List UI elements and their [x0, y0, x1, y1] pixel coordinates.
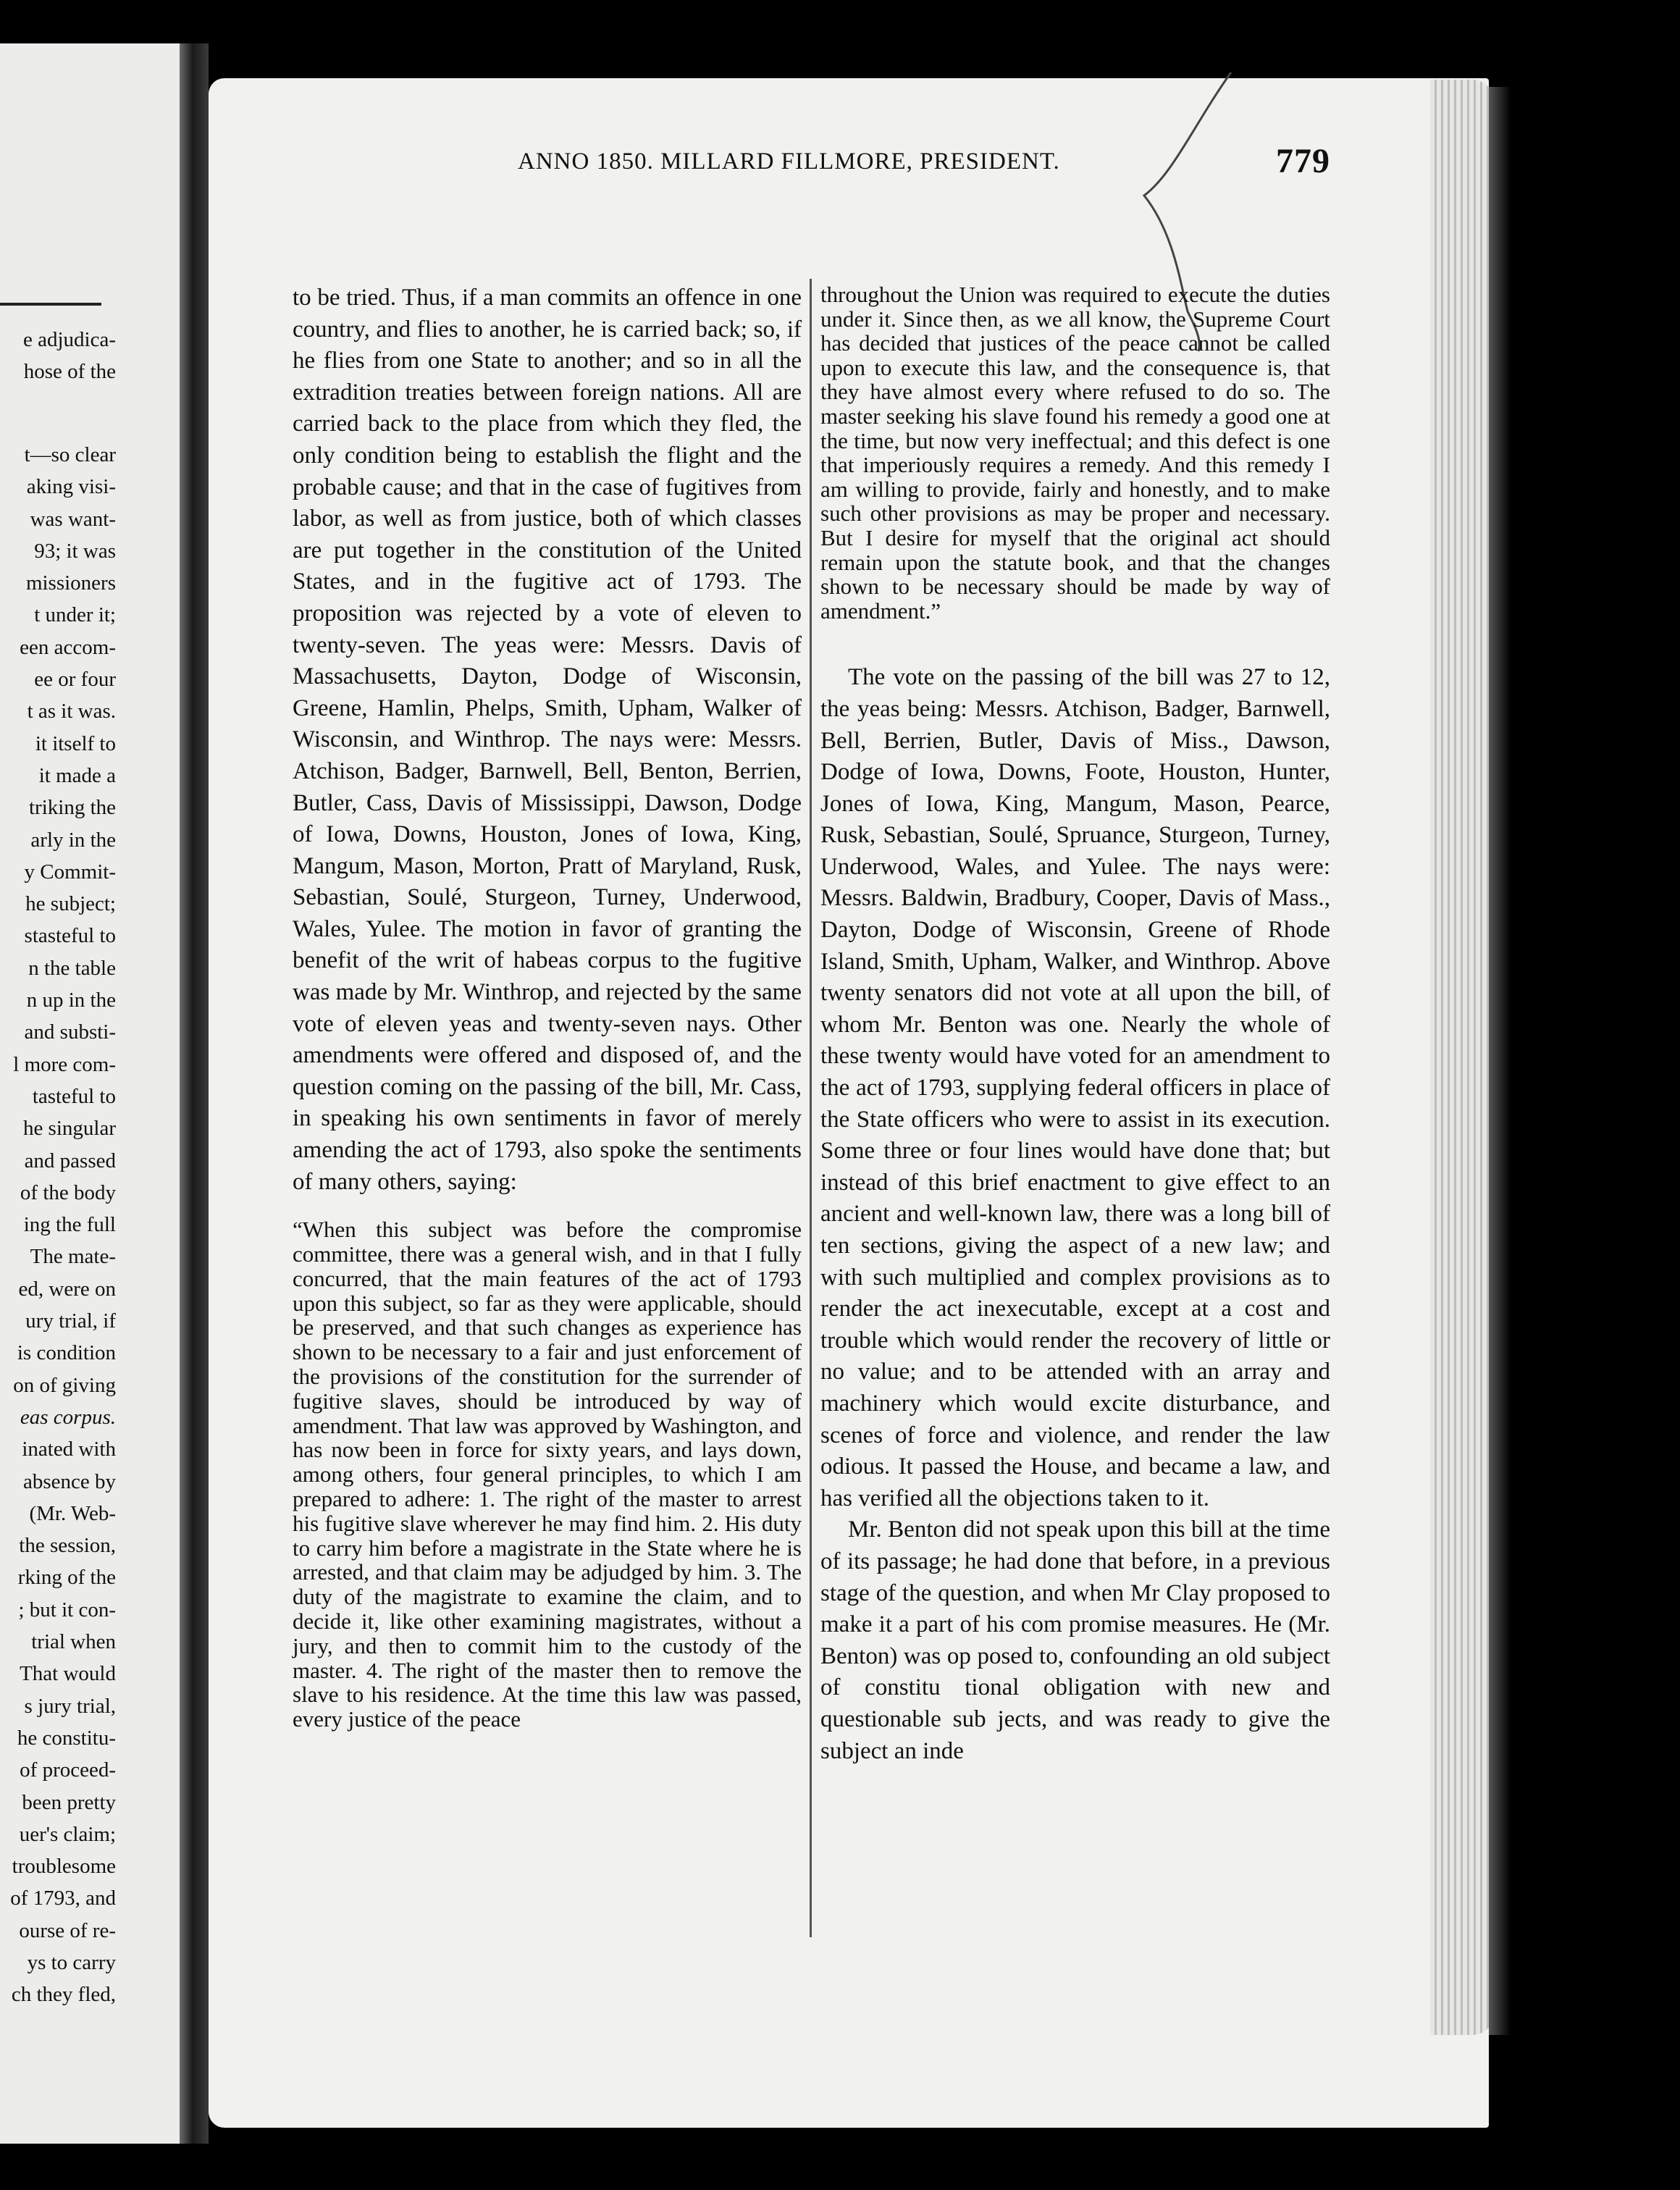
left-page-line: it itself to [35, 731, 116, 755]
left-page-line: and passed [24, 1149, 116, 1172]
column-right [820, 282, 1330, 1767]
left-page-line: he subject; [25, 892, 116, 916]
left-page-line: arly in the [30, 828, 116, 852]
left-page-line: and substi- [24, 1020, 116, 1044]
left-page-line: The mate- [30, 1245, 116, 1269]
left-page-line: the session, [19, 1534, 116, 1558]
book-gutter [180, 43, 209, 2144]
running-head: ANNO 1850. MILLARD FILLMORE, PRESIDENT. [518, 148, 1060, 175]
left-page-line: on of giving [13, 1373, 116, 1397]
body-paragraph: to be tried. Thus, if a man commits an offence in one country, and flies to another, he is carried back; so, if he flies from one State to another; and so in all the extradition treaties between foreign nations. All are carried back to the place from which they fled, the only condition being to establish the flight and the probable cause; and that in the case of fugitives from labor, as well as from justice, both of which classes are put together in the constitution of the United States, and in the fugitive act of 1793. The proposition was rejected by a vote of eleven to twenty-seven. The yeas were: Messrs. Davis of Massachusetts, Dayton, Dodge of Wisconsin, Greene, Hamlin, Phelps, Smith, Upham, Walker of Wisconsin, and Winthrop. The nays were: Messrs. Atchison, Badger, Barnwell, Bell, Benton, Berrien, Butler, Cass, Davis of Mississippi, Dawson, Dodge of Iowa, Downs, Houston, Jones of Iowa, King, Mangum, Mason, Morton, Pratt of Maryland, Rusk, Sebastian, Soulé, Sturgeon, Turney, Underwood, Wales, Yulee. The motion in favor of granting the benefit of the writ of habeas corpus to the fugitive was made by Mr. Winthrop, and rejected by the same vote of eleven yeas and twenty-seven nays. Other amendments were offered and disposed of, and the question coming on the passing of the bill, Mr. Cass, in speaking his own sentiments in favor of merely amending the act of 1793, also spoke the sentiments of many others, saying: [293, 285, 802, 1195]
left-page-line: missioners [25, 571, 116, 595]
left-page-line: troublesome [12, 1855, 116, 1879]
left-page-line: of the body [20, 1180, 116, 1204]
left-page-line: he singular [22, 1117, 116, 1141]
left-page-line: That would [20, 1662, 116, 1686]
left-page-line: ee or four [34, 668, 116, 691]
left-page-line: t under it; [34, 603, 116, 627]
left-page-line: aking visi- [26, 475, 116, 499]
left-page-line: ury trial, if [25, 1309, 116, 1333]
left-page-line: of proceed- [20, 1758, 116, 1782]
left-page-line: n up in the [26, 989, 116, 1012]
left-page-line: inated with [22, 1438, 116, 1461]
left-page-line: absence by [22, 1469, 116, 1493]
column-divider [810, 279, 812, 1937]
benton-paragraph: Mr. Benton did not speak upon this bill at the time of its passage; he had done that before, in a previous stage of the question, and when Mr Clay proposed to make it a part of his com promise measures. He (Mr. Benton) was op posed to, confounding an old subject of constitu tional obligation with new and questionable sub jects, and was ready to give the subject an inde [820, 1516, 1330, 1764]
left-page-line: y Commit- [24, 860, 116, 884]
page-edges [1430, 80, 1494, 2035]
left-page-line: trial when [31, 1630, 116, 1653]
left-page-line: (Mr. Web- [29, 1501, 116, 1525]
left-page-line: ; but it con- [18, 1598, 116, 1621]
vote-paragraph: The vote on the passing of the bill was 27 to 12, the yeas being: Messrs. Atchison, Badger, Barnwell, Bell, Berrien, Butler, Davis of Miss., Dawson, Dodge of Iowa, Downs, Foote, Houston, Hunter, Jones of Iowa, King, Mangum, Mason, Pearce, Rusk, Sebastian, Soulé, Spruance, Sturgeon, Turney, Underwood, Wales, and Yulee. The nays were: Messrs. Baldwin, Bradbury, Cooper, Davis of Mass., Dayton, Dodge of Wisconsin, Greene of Rhode Island, Smith, Upham, Walker, and Winthrop. Above twenty senators did not vote at all upon the bill, of whom Mr. Benton was one. Nearly the whole of these twenty would have voted for an amendment to the act of 1793, supplying federal officers in place of the State officers who were to assist in its execution. Some three or four lines would have done that; but instead of this brief enactment to give effect to an ancient and well-known law, there was a long bill of ten sections, giving the aspect of a new law; and with such multiplied and complex provisions as to render the act inexecutable, except at a cost and trouble which would render the recovery of little or no value; and to be attended with an array and machinery which would excite disturbance, and scenes of force and violence, and render the law odious. It passed the House, and became a law, and has verified all the objections taken to it. [820, 664, 1330, 1511]
left-page-line: been pretty [22, 1790, 116, 1814]
left-page-line: stasteful to [24, 924, 116, 948]
left-page-line: 93; it was [34, 539, 116, 563]
left-page-line: triking the [28, 796, 116, 820]
left-page-line: ed, were on [18, 1277, 116, 1301]
left-page-line: s jury trial, [24, 1694, 116, 1718]
cass-quotation: “When this subject was before the compromise committee, there was a general wish, and in that I fully concurred, that the main features of the act of 1793 upon this subject, so far as they were applicable, should be preserved, and that such changes as experience has shown to be necessary to a fair and just enforcement of the provisions of the constitution for the surrender of fugitive slaves, should be introduced by way of amendment. That law was approved by Washington, and has now been in force for sixty years, and lays down, among others, four general principles, to which I am prepared to adhere: 1. The right of the master to arrest his fugitive slave wherever he may find him. 2. His duty to carry him before a magistrate in the State where he is arrested, and that claim may be adjudged by him. 3. The duty of the magistrate to examine the claim, and to decide it, like other examining magistrates, without a jury, and then to commit him to the custody of the master. 4. The right of the master then to remove the slave to his residence. At the time this law was passed, every justice of the peace [293, 1217, 802, 1732]
left-page-line: t—so clear [24, 442, 116, 466]
left-page-line: t as it was. [27, 700, 116, 723]
left-page-line: tasteful to [32, 1084, 116, 1108]
left-page-line: een accom- [20, 635, 116, 659]
left-page-line: was want- [30, 507, 116, 531]
left-page-line: ch they fled, [11, 1983, 116, 2007]
left-page-line: of 1793, and [10, 1887, 116, 1910]
left-page-header-rule [0, 303, 101, 306]
left-page-line: e adjudica- [22, 328, 116, 351]
left-page-line: is condition [17, 1341, 116, 1365]
left-page-line: ourse of re- [19, 1918, 116, 1942]
left-page-line: he constitu- [17, 1726, 116, 1750]
left-page-line: ing the full [23, 1213, 116, 1237]
left-page-line: eas corpus. [20, 1405, 116, 1429]
left-page-line: it made a [38, 763, 116, 787]
left-facing-page [0, 43, 180, 2144]
left-page-line: l more com- [13, 1052, 116, 1076]
page-header [324, 142, 1476, 192]
left-page-line: n the table [28, 956, 116, 980]
left-page-line: uer's claim; [19, 1822, 116, 1846]
left-page-line: ys to carry [27, 1951, 116, 1974]
right-shadow [1489, 87, 1511, 2035]
left-page-line: rking of the [17, 1566, 116, 1590]
cass-quotation-continued: throughout the Union was required to execute the duties under it. Since then, as we all know, the Supreme Court has decided that justices of the peace cannot be called upon to execute this law, and the consequence is, that they have almost every where refused to do so. The master seeking his slave found his remedy a good one at the time, but now very ineffectual; and this defect is one that imperiously requires a remedy. And this remedy I am willing to provide, fairly and honestly, and to make such other provisions as may be proper and necessary. But I desire for myself that the original act should remain upon the statute book, and that the changes shown to be necessary should be made by way of amendment.” [820, 282, 1330, 624]
column-left [293, 282, 802, 1732]
left-page-line: hose of the [23, 360, 116, 384]
page-number: 779 [1276, 142, 1330, 180]
